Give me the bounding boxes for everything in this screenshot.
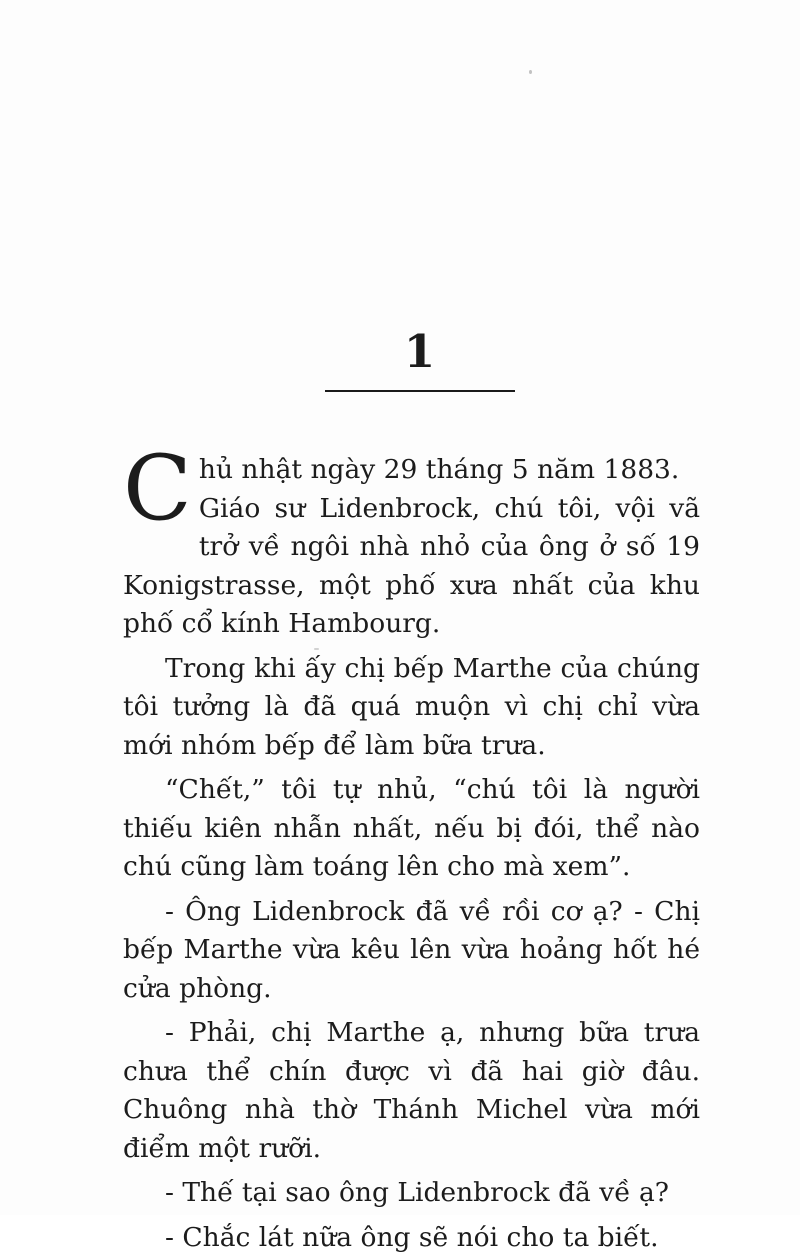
paragraph-text: hủ nhật ngày 29 tháng 5 năm 1883. bbox=[199, 454, 679, 485]
page-body bbox=[123, 451, 700, 1257]
chapter-divider-rule bbox=[325, 390, 515, 392]
paragraph-dialogue: - Ông Lidenbrock đã về rồi cơ ạ? - Chị bếp Marthe vừa kêu lên vừa hoảng hốt hé cửa phòng. bbox=[123, 893, 700, 1009]
paragraph-dialogue: - Thế tại sao ông Lidenbrock đã về ạ? bbox=[123, 1174, 700, 1213]
paragraph-dialogue: - Phải, chị Marthe ạ, nhưng bữa trưa chưa thể chín được vì đã hai giờ đâu. Chuông nhà thờ Thánh Michel vừa mới điểm một rưỡi. bbox=[123, 1014, 700, 1168]
paragraph: “Chết,” tôi tự nhủ, “chú tôi là người thiếu kiên nhẫn nhất, nếu bị đói, thể nào chú cũng làm toáng lên cho mà xem”. bbox=[123, 771, 700, 887]
paragraph-dialogue: - Chắc lát nữa ông sẽ nói cho ta biết. bbox=[123, 1219, 700, 1257]
paragraph: Trong khi ấy chị bếp Marthe của chúng tôi tưởng là đã quá muộn vì chị chỉ vừa mới nhóm bếp để làm bữa trưa. bbox=[123, 650, 700, 766]
drop-cap-letter: C bbox=[123, 453, 192, 529]
scan-artifact-dot bbox=[529, 70, 532, 74]
paragraph: Giáo sư Lidenbrock, chú tôi, vội vã trở về ngôi nhà nhỏ của ông ở số 19 Konigstrasse, một phố xưa nhất của khu phố cổ kính Hambourg. bbox=[123, 490, 700, 644]
paragraph-opening bbox=[123, 451, 700, 490]
chapter-number: 1 bbox=[325, 329, 515, 374]
